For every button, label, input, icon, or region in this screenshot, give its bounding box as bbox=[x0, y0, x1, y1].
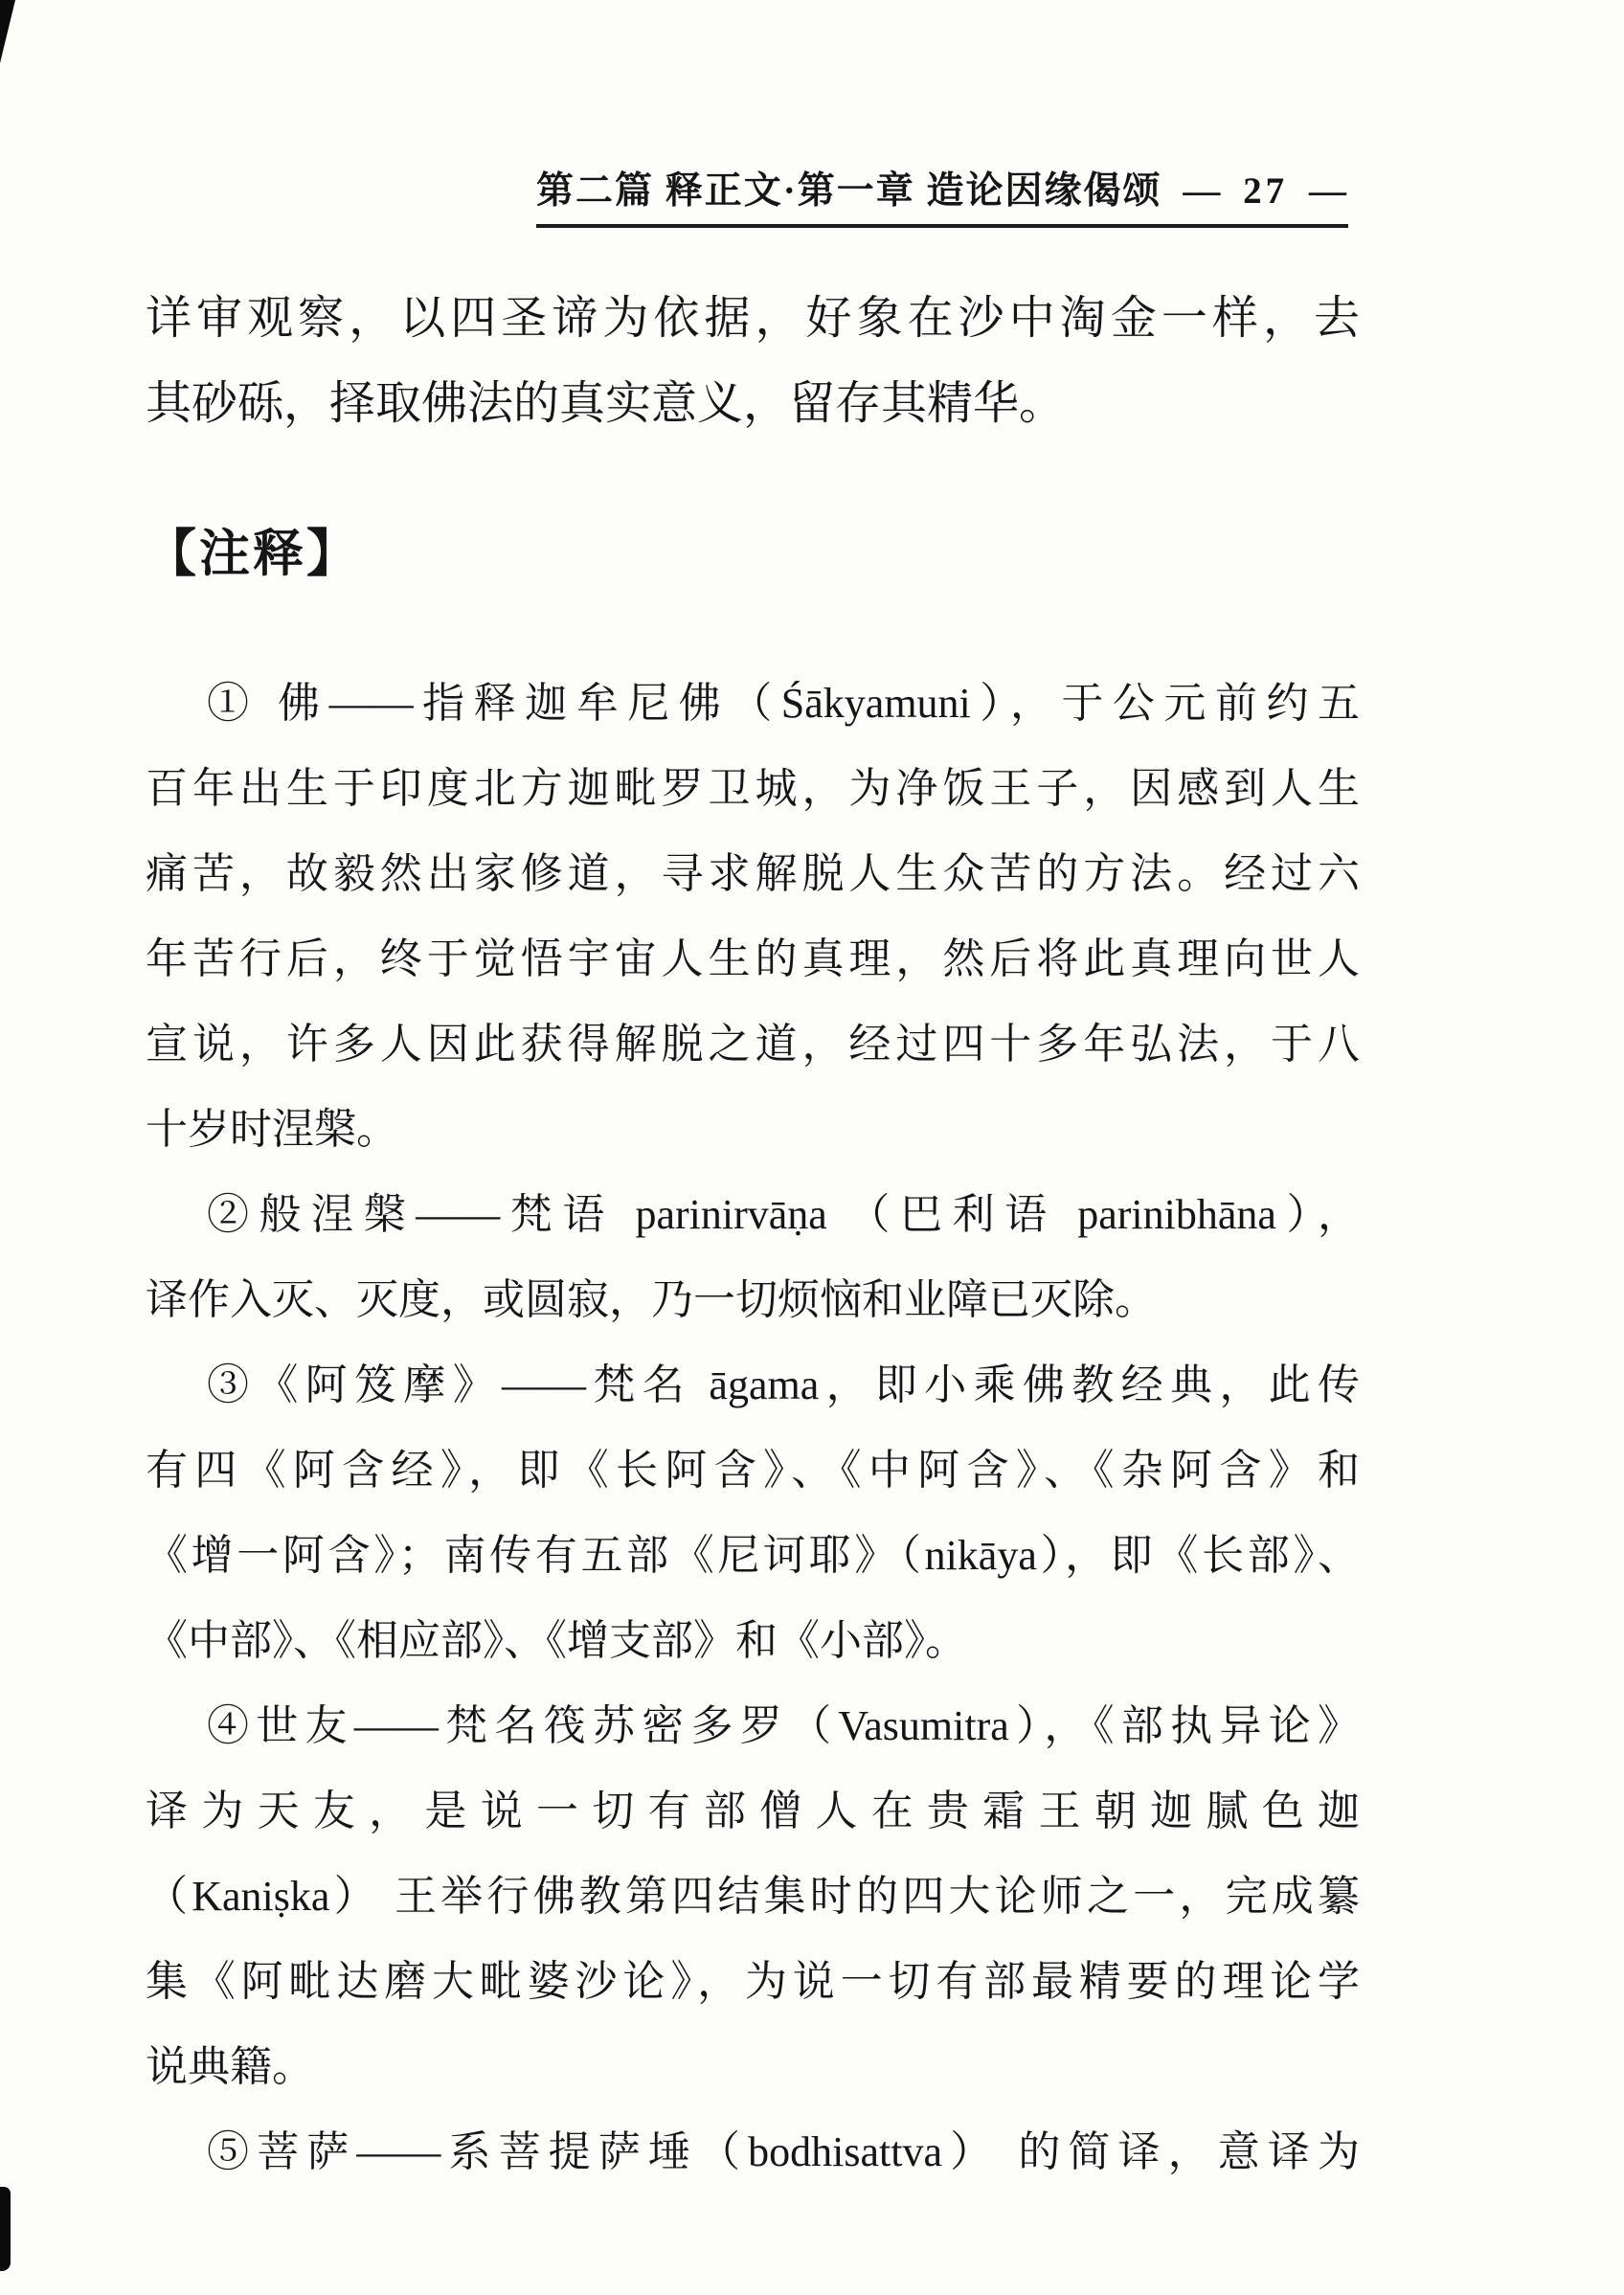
note-line: 译作入灭、灭度，或圆寂，乃一切烦恼和业障已灭除。 bbox=[146, 1276, 1157, 1323]
note-line: 百年出生于印度北方迦毗罗卫城，为净饭王子，因感到人生 bbox=[146, 765, 1360, 812]
running-head bbox=[536, 161, 1348, 228]
annotation-3-agama bbox=[146, 1342, 1360, 1683]
body-paragraph bbox=[146, 276, 1360, 446]
note-line: 痛苦，故毅然出家修道，寻求解脱人生众苦的方法。经过六 bbox=[146, 850, 1360, 897]
annotations-list bbox=[146, 661, 1360, 2194]
note-line: ① 佛——指释迦牟尼佛（Śākyamuni），于公元前约五 bbox=[207, 680, 1360, 727]
note-line: 说典籍。 bbox=[146, 2043, 314, 2090]
annotation-5-bodhisattva bbox=[146, 2109, 1360, 2194]
running-head-dash-right: — bbox=[1309, 170, 1348, 212]
note-line: 有四《阿含经》，即《长阿含》、《中阿含》、《杂阿含》和 bbox=[146, 1447, 1360, 1494]
note-line: ②般涅槃——梵语 parinirvāṇa （巴利语 parinibhāna）， bbox=[207, 1191, 1360, 1238]
annotation-2-parinirvana bbox=[146, 1172, 1360, 1342]
note-line: 《中部》、《相应部》、《增支部》和《小部》。 bbox=[146, 1617, 967, 1664]
running-head-dash-left: — bbox=[1183, 170, 1223, 212]
annotation-1-buddha bbox=[146, 661, 1360, 1172]
paragraph-line: 详审观察，以四圣谛为依据，好象在沙中淘金一样，去 bbox=[146, 293, 1360, 344]
note-line: 宣说，许多人因此获得解脱之道，经过四十多年弘法，于八 bbox=[146, 1021, 1360, 1068]
running-head-title: 第二篇 释正文·第一章 造论因缘偈颂 bbox=[536, 170, 1162, 212]
note-line: 集《阿毗达磨大毗婆沙论》，为说一切有部最精要的理论学 bbox=[146, 1958, 1360, 2005]
note-line: ⑤菩萨——系菩提萨埵（bodhisattva） 的简译，意译为 bbox=[207, 2128, 1360, 2175]
annotation-4-vasumitra bbox=[146, 1683, 1360, 2109]
scan-artifact-topleft bbox=[0, 0, 15, 63]
note-line: （Kaniṣka） 王举行佛教第四结集时的四大论师之一，完成纂 bbox=[146, 1873, 1360, 1920]
paragraph-line: 其砂砾，择取佛法的真实意义，留存其精华。 bbox=[146, 378, 1066, 429]
scan-artifact-bottomleft bbox=[0, 2187, 11, 2271]
note-line: ④世友——梵名筏苏密多罗（Vasumitra），《部执异论》 bbox=[207, 1702, 1360, 1749]
section-heading-annotations: 【注释】 bbox=[146, 527, 360, 582]
note-line: 十岁时涅槃。 bbox=[146, 1106, 398, 1153]
page-number: 27 bbox=[1243, 170, 1289, 212]
note-line: 年苦行后，终于觉悟宇宙人生的真理，然后将此真理向世人 bbox=[146, 935, 1360, 982]
note-line: 译为天友，是说一切有部僧人在贵霜王朝迦腻色迦 bbox=[146, 1788, 1360, 1834]
note-line: 《增一阿含》；南传有五部《尼诃耶》（nikāya），即《长部》、 bbox=[146, 1532, 1360, 1579]
note-line: ③《阿笈摩》——梵名 āgama，即小乘佛教经典，此传 bbox=[207, 1361, 1360, 1408]
